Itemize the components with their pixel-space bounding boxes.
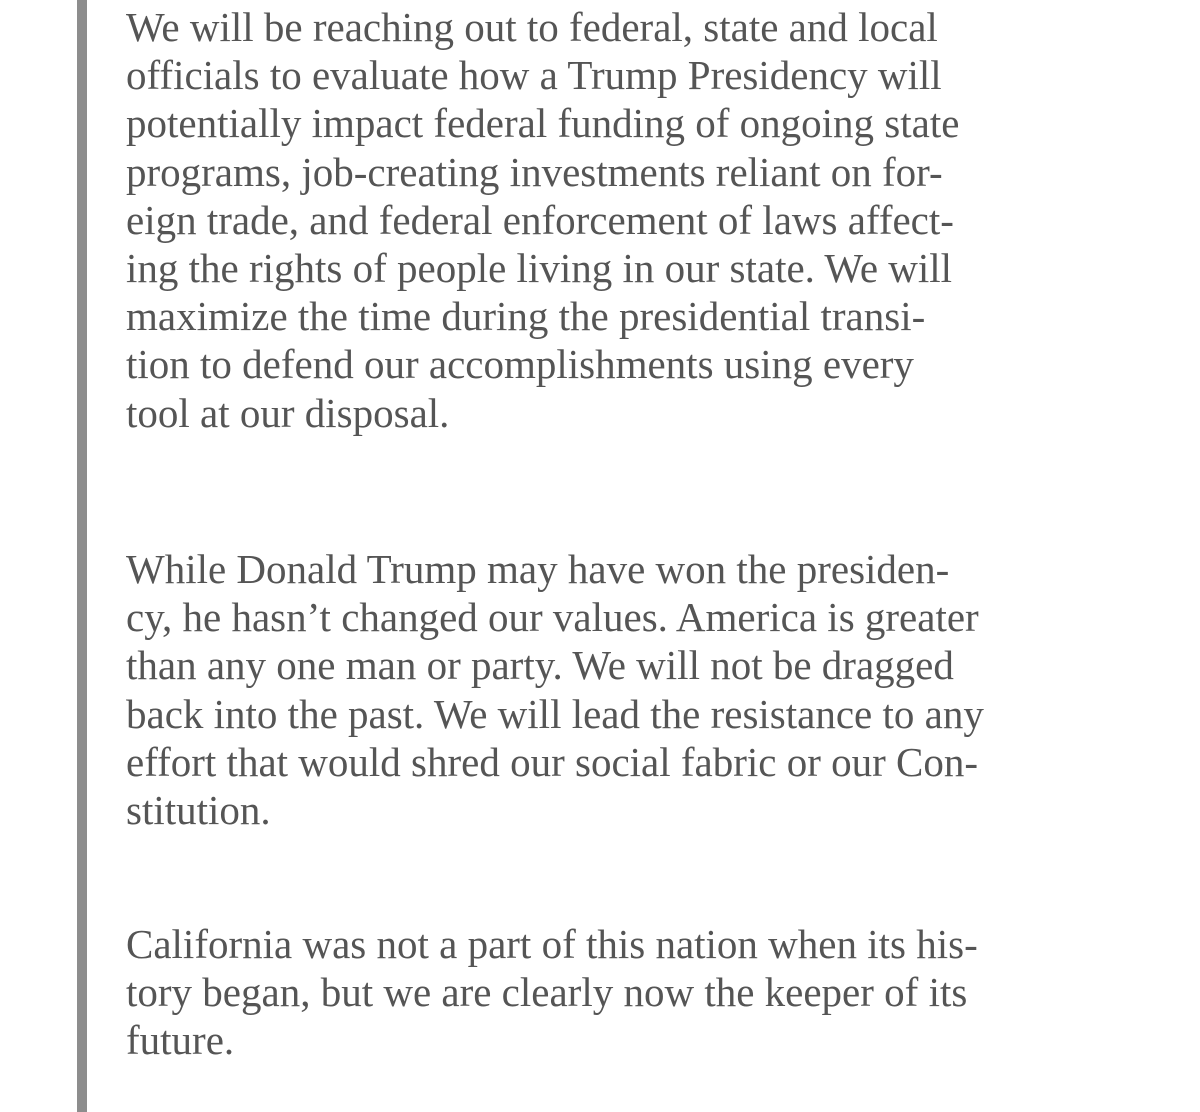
paragraph-1 [126, 3, 959, 437]
text-line: While Donald Trump may have won the presiden- [126, 546, 950, 592]
text-line: tory began, but we are clearly now the keeper of its [126, 969, 968, 1016]
text-line: officials to evaluate how a Trump Presidency will [126, 52, 942, 99]
text-line: effort that would shred our social fabric or our Con- [126, 738, 979, 785]
text-line: future. [126, 1017, 235, 1064]
text-line: We will be reaching out to federal, state and local [126, 4, 938, 50]
paragraph-3 [126, 920, 978, 1065]
text-line: programs, job-creating investments reliant on for- [126, 148, 943, 195]
text-line: back into the past. We will lead the resistance to any [126, 690, 984, 737]
text-line: California was not a part of this nation when its his- [126, 921, 978, 967]
text-line: maximize the time during the presidential transi- [126, 293, 926, 340]
text-line: cy, he hasn’t changed our values. America is greater [126, 594, 979, 641]
text-line: stitution. [126, 787, 271, 834]
blockquote-border [77, 0, 87, 1112]
text-line: tion to defend our accomplishments using every [126, 341, 914, 388]
text-line: eign trade, and federal enforcement of laws affect- [126, 196, 954, 243]
text-line: tool at our disposal. [126, 389, 450, 436]
text-line: than any one man or party. We will not be dragged [126, 642, 954, 689]
paragraph-2 [126, 545, 984, 834]
text-line: ing the rights of people living in our state. We will [126, 245, 953, 292]
text-line: potentially impact federal funding of ongoing state [126, 100, 960, 147]
